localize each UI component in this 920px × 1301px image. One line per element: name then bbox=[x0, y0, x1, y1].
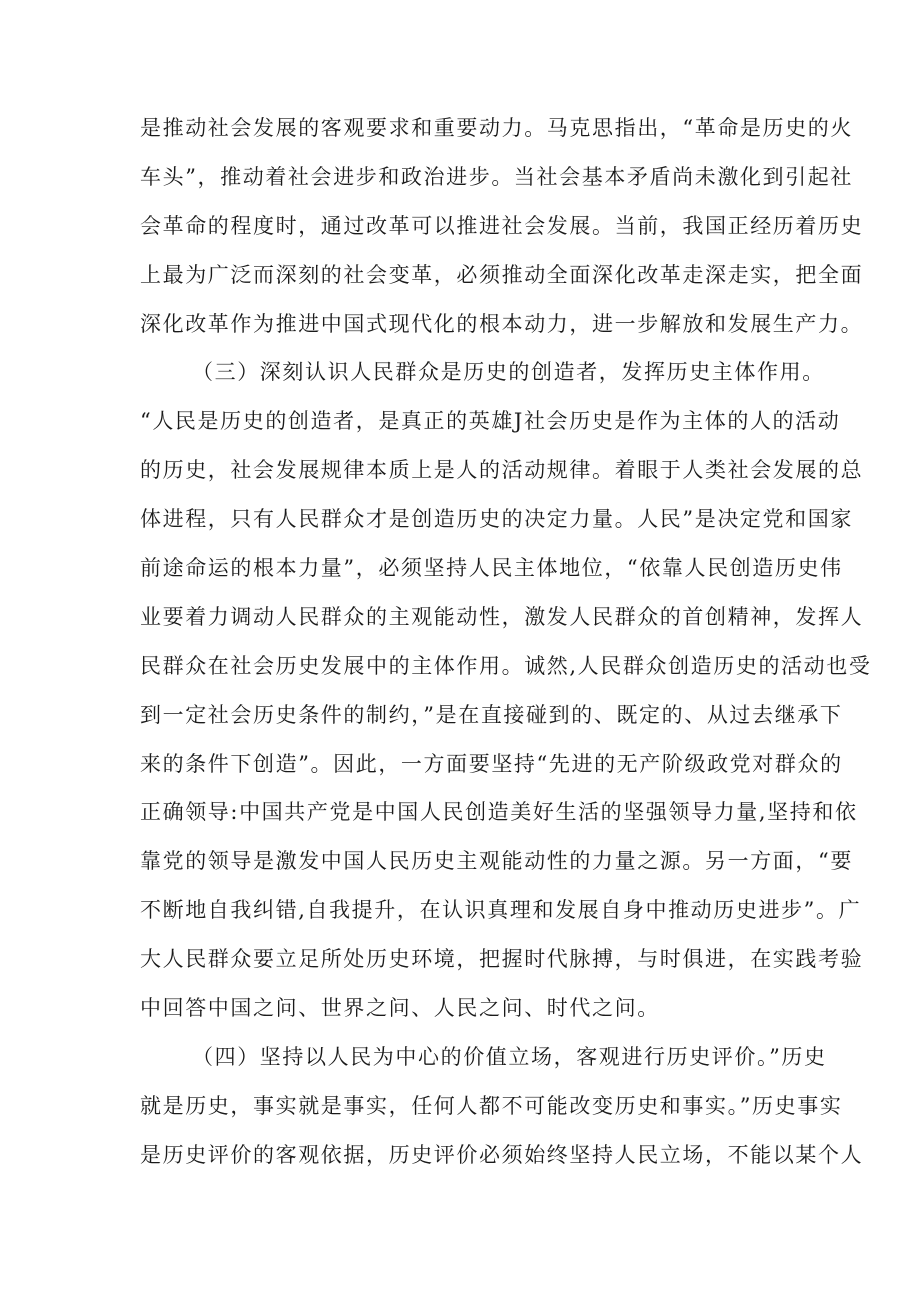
text-line: 中回答中国之问、世界之问、人民之问、时代之问。 bbox=[140, 996, 660, 1021]
text-line: 是历史评价的客观依据，历史评价必须始终坚持人民立场，不能以某个人 bbox=[140, 1142, 864, 1167]
text-line: 会革命的程度时，通过改革可以推进社会发展。当前，我国正经历着历史 bbox=[140, 213, 864, 238]
text-line: 靠党的领导是激发中国人民历史主观能动性的力量之源。另一方面，“要 bbox=[140, 849, 853, 874]
text-line: 是推动社会发展的客观要求和重要动力。马克思指出，“革命是历史的火 bbox=[140, 116, 853, 140]
section-heading-4: （四）坚持以人民为中心的价值立场，客观进行历史评价。”历史 bbox=[192, 1044, 827, 1069]
text-line: 体进程，只有人民群众才是创造历史的决定力量。人民”是决定党和国家 bbox=[140, 507, 853, 532]
text-line: 深化改革作为推进中国式现代化的根本动力，进一步解放和发展生产力。 bbox=[140, 311, 864, 336]
text-line: 不断地自我纠错,自我提升，在认识真理和发展自身中推动历史进步”。广 bbox=[140, 898, 862, 923]
text-line: 前途命运的根本力量”，必须坚持人民主体地位，“依靠人民创造历史伟 bbox=[140, 556, 843, 581]
text-line: 车头”，推动着社会进步和政治进步。当社会基本矛盾尚未激化到引起社 bbox=[140, 164, 853, 189]
text-line: 正确领导:中国共产党是中国人民创造美好生活的坚强领导力量,坚持和依 bbox=[140, 800, 858, 825]
section-heading-3: （三）深刻认识人民群众是历史的创造者，发挥历史主体作用。 bbox=[192, 360, 825, 385]
text-line: 来的条件下创造”。因此，一方面要坚持“先进的无产阶级政党对群众的 bbox=[140, 751, 843, 776]
text-line: 民群众在社会历史发展中的主体作用。诚然,人民群众创造历史的活动也受 bbox=[140, 653, 872, 678]
text-line: 的历史，社会发展规律本质上是人的活动规律。着眼于人类社会发展的总 bbox=[140, 458, 864, 483]
text-line: “人民是历史的创造者，是真正的英雄J社会历史是作为主体的人的活动 bbox=[140, 409, 841, 434]
body-text bbox=[140, 104, 872, 1180]
text-line: 上最为广泛而深刻的社会变革，必须推动全面深化改革走深走实，把全面 bbox=[140, 262, 864, 287]
text-line: 到一定社会历史条件的制约，”是在直接碰到的、既定的、从过去继承下 bbox=[140, 702, 843, 727]
text-line: 业要着力调动人民群众的主观能动性，激发人民群众的首创精神，发挥人 bbox=[140, 604, 864, 629]
text-line: 就是历史，事实就是事实，任何人都不可能改变历史和事实。”历史事实 bbox=[140, 1093, 843, 1118]
text-line: 大人民群众要立足所处历史环境，把握时代脉搏，与时俱进，在实践考验 bbox=[140, 947, 864, 972]
